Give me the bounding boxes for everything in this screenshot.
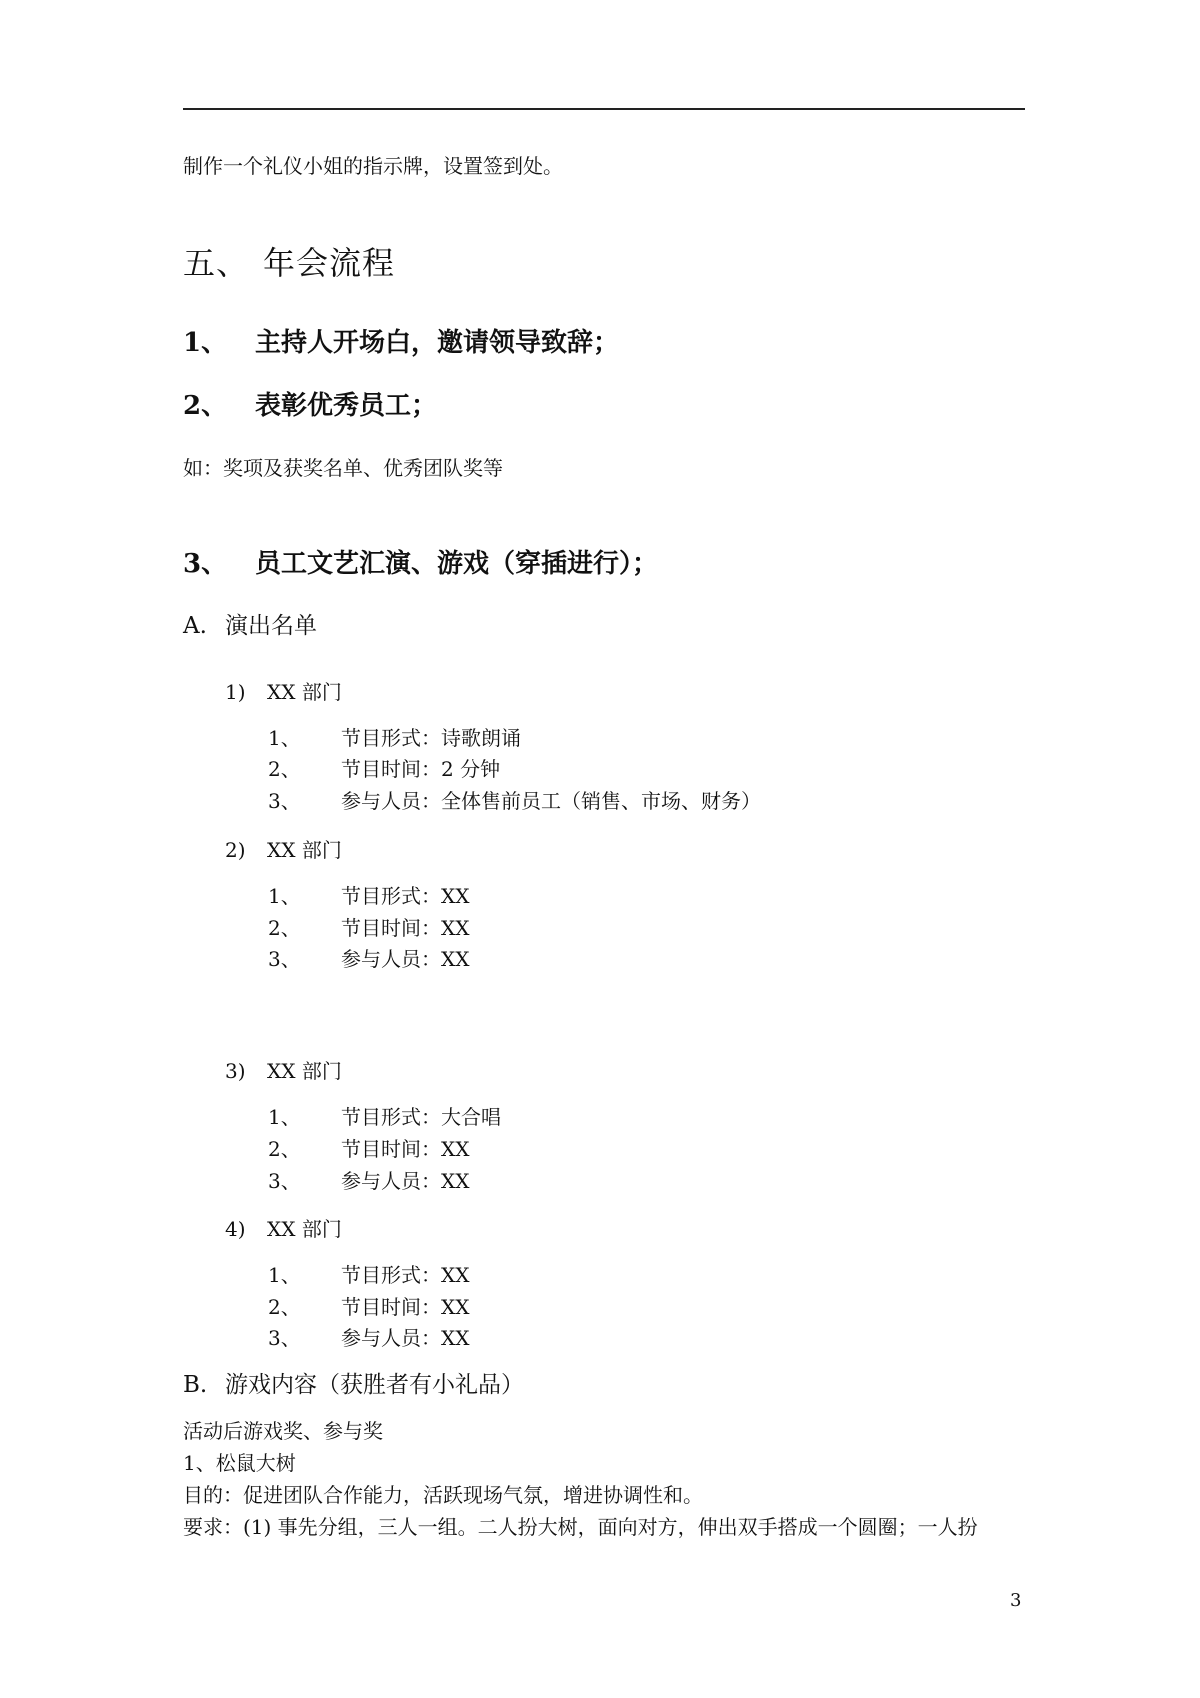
program-row-text: 参与人员：XX	[341, 947, 470, 971]
program-row-number: 2、	[268, 757, 301, 781]
program-row-number: 1、	[268, 726, 301, 750]
program-row	[268, 1133, 469, 1162]
program-row-text: 节目形式：大合唱	[341, 1105, 501, 1129]
program-row-text: 参与人员：XX	[341, 1326, 470, 1350]
program-row-number: 3、	[268, 947, 301, 971]
flow-item-2	[183, 385, 437, 422]
program-row	[268, 1291, 469, 1320]
department-heading-3	[225, 1055, 342, 1084]
program-row-text: 节目时间：XX	[341, 1295, 470, 1319]
sub-heading-b	[183, 1366, 524, 1399]
department-number: 2)	[225, 838, 246, 862]
department-number: 1)	[225, 680, 246, 704]
flow-item-3	[183, 543, 658, 580]
flow-item-number: 3、	[183, 549, 228, 579]
program-row-number: 2、	[268, 1137, 301, 1161]
program-row	[268, 753, 500, 782]
flow-item-text: 表彰优秀员工；	[255, 391, 438, 421]
program-row-number: 3、	[268, 1169, 301, 1193]
flow-item-number: 1、	[183, 328, 228, 358]
sub-heading-text: 演出名单	[225, 613, 317, 639]
page-number: 3	[1010, 1590, 1022, 1611]
program-row-text: 节目形式：XX	[341, 884, 470, 908]
department-heading-2	[225, 834, 342, 863]
program-row-number: 3、	[268, 1326, 301, 1350]
game-line: 活动后游戏奖、参与奖	[183, 1419, 383, 1443]
program-row	[268, 880, 469, 909]
section-title	[183, 238, 395, 284]
sub-heading-a	[183, 607, 317, 640]
flow-item-number: 2、	[183, 391, 228, 421]
program-row-number: 2、	[268, 1295, 301, 1319]
sub-heading-text: 游戏内容（获胜者有小礼品）	[225, 1372, 524, 1398]
flow-item-1	[183, 322, 619, 359]
program-row	[268, 785, 761, 814]
game-line: 目的：促进团队合作能力，活跃现场气氛，增进协调性和。	[183, 1483, 703, 1507]
game-line: 1、松鼠大树	[183, 1451, 296, 1475]
department-heading-1	[225, 676, 342, 705]
department-number: 3)	[225, 1059, 246, 1083]
program-row-number: 1、	[268, 1105, 301, 1129]
section-title-number: 五、	[183, 244, 250, 282]
department-heading-4	[225, 1213, 342, 1242]
department-name: XX 部门	[267, 1059, 342, 1083]
program-row	[268, 1322, 469, 1351]
program-row-text: 节目时间：XX	[341, 916, 470, 940]
program-row-text: 节目形式：XX	[341, 1263, 470, 1287]
program-row-text: 参与人员：XX	[341, 1169, 470, 1193]
department-name: XX 部门	[267, 838, 342, 862]
program-row-text: 节目形式：诗歌朗诵	[341, 726, 521, 750]
program-row	[268, 943, 469, 972]
program-row-text: 节目时间：XX	[341, 1137, 470, 1161]
program-row-text: 节目时间：2 分钟	[341, 757, 501, 781]
flow-item-text: 主持人开场白，邀请领导致辞；	[255, 328, 620, 358]
department-number: 4)	[225, 1217, 246, 1241]
program-row-number: 2、	[268, 916, 301, 940]
program-row	[268, 1165, 469, 1194]
program-row	[268, 722, 521, 751]
program-row-number: 1、	[268, 1263, 301, 1287]
header-rule	[183, 108, 1025, 110]
program-row-text: 参与人员：全体售前员工（销售、市场、财务）	[341, 789, 761, 813]
sub-heading-marker: B.	[183, 1372, 208, 1398]
program-row	[268, 1101, 501, 1130]
department-name: XX 部门	[267, 680, 342, 704]
flow-item-text: 员工文艺汇演、游戏（穿插进行）；	[255, 549, 659, 579]
sub-heading-marker: A.	[183, 613, 207, 639]
program-row	[268, 1259, 469, 1288]
program-row-number: 3、	[268, 789, 301, 813]
program-row	[268, 912, 469, 941]
department-name: XX 部门	[267, 1217, 342, 1241]
intro-line: 制作一个礼仪小姐的指示牌，设置签到处。	[183, 154, 563, 178]
award-note: 如：奖项及获奖名单、优秀团队奖等	[183, 456, 503, 480]
game-line: 要求：(1) 事先分组，三人一组。二人扮大树，面向对方，伸出双手搭成一个圆圈；一人扮	[183, 1515, 978, 1539]
section-title-text: 年会流程	[263, 244, 396, 282]
program-row-number: 1、	[268, 884, 301, 908]
